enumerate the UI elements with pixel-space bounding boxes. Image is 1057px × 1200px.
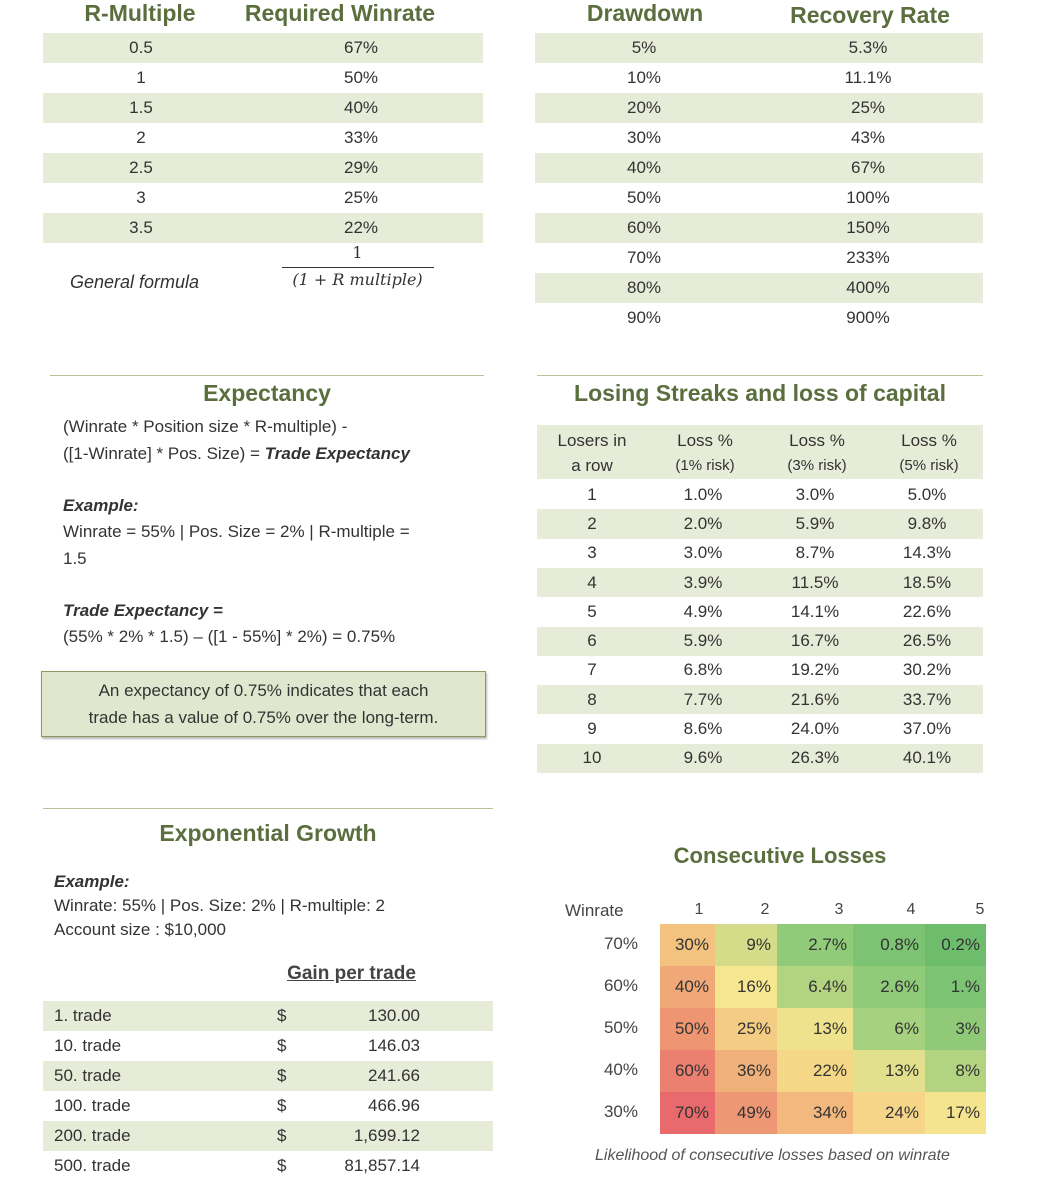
trade-label: 10. trade xyxy=(54,1036,122,1055)
table-row xyxy=(535,63,983,93)
formula-numerator: 1 xyxy=(352,243,363,262)
loss-1-cell: 7.7% xyxy=(683,689,723,709)
heatmap-caption: Likelihood of consecutive losses based on winrate xyxy=(595,1147,950,1164)
r-value: 3.5 xyxy=(129,218,153,237)
heatmap-cell: 25% xyxy=(715,1008,777,1050)
gain-per-trade-header: Gain per trade xyxy=(287,963,416,984)
loss-5-cell: 9.8% xyxy=(907,513,947,533)
example-line-2: 1.5 xyxy=(63,549,87,568)
recovery-value: 11.1% xyxy=(844,68,892,87)
table-row xyxy=(535,243,983,273)
heatmap-cell: 40% xyxy=(660,966,715,1008)
losers-cell: 4 xyxy=(587,572,597,592)
streaks-header-row xyxy=(537,425,983,479)
drawdown-value: 60% xyxy=(626,218,662,237)
heatmap-cell: 50% xyxy=(660,1008,715,1050)
heatmap-cell: 49% xyxy=(715,1092,777,1134)
example-text xyxy=(63,518,483,572)
loss-3-cell: 14.1% xyxy=(790,601,840,621)
loss-5-cell: 26.5% xyxy=(902,631,952,651)
streaks-col-losers xyxy=(537,428,647,478)
table-row xyxy=(43,1151,493,1181)
trade-value: 146.03 xyxy=(368,1036,420,1055)
losers-cell: 9 xyxy=(587,719,597,739)
drawdown-value: 5% xyxy=(631,38,657,57)
table-row xyxy=(537,597,983,626)
loss-3-cell: 8.7% xyxy=(795,543,835,563)
trade-label: 500. trade xyxy=(54,1156,131,1175)
streaks-col-5pct xyxy=(873,428,985,478)
loss-1-cell: 3.0% xyxy=(683,543,723,563)
header-text: Losers in xyxy=(557,431,627,450)
winrate-value: 22% xyxy=(343,218,379,237)
loss-1-cell: 4.9% xyxy=(683,601,723,621)
loss-5-cell: 33.7% xyxy=(902,689,952,709)
winrate-value: 25% xyxy=(343,188,379,207)
table-row xyxy=(43,93,483,123)
losers-cell: 6 xyxy=(587,631,597,651)
table-row xyxy=(537,656,983,685)
trade-value: 1,699.12 xyxy=(353,1126,420,1145)
callout-line-1: An expectancy of 0.75% indicates that each xyxy=(98,681,429,700)
column-label: 5 xyxy=(975,901,985,918)
trade-value: 466.96 xyxy=(368,1096,420,1115)
heatmap-cell: 6% xyxy=(853,1008,925,1050)
r-value: 2 xyxy=(136,128,146,147)
heatmap-cell: 24% xyxy=(853,1092,925,1134)
recovery-header: Recovery Rate xyxy=(790,2,950,28)
loss-1-cell: 8.6% xyxy=(683,719,723,739)
heatmap-cell: 2.6% xyxy=(853,966,925,1008)
table-row xyxy=(535,93,983,123)
loss-3-cell: 21.6% xyxy=(790,689,840,709)
loss-3-cell: 26.3% xyxy=(790,748,840,768)
heatmap-cell: 0.2% xyxy=(925,924,986,966)
heatmap-cell: 0.8% xyxy=(853,924,925,966)
heatmap-cell: 17% xyxy=(925,1092,986,1134)
streaks-col-1pct xyxy=(649,428,761,478)
heatmap-row-label: 60% xyxy=(603,976,638,995)
heatmap-cell: 3% xyxy=(925,1008,986,1050)
table-row xyxy=(43,1031,493,1061)
expectancy-divider xyxy=(50,375,484,376)
winrate-value: 29% xyxy=(343,158,379,177)
expectancy-title: Expectancy xyxy=(203,380,331,406)
loss-5-cell: 5.0% xyxy=(907,484,947,504)
winrate-value: 67% xyxy=(343,38,379,57)
losers-cell: 10 xyxy=(582,748,602,768)
recovery-value: 67% xyxy=(850,158,886,177)
formula-line-2 xyxy=(63,440,483,467)
r-value: 1 xyxy=(136,68,146,87)
losers-cell: 1 xyxy=(587,484,597,504)
losers-cell: 3 xyxy=(587,543,597,563)
r-value: 1.5 xyxy=(129,98,153,117)
table-row xyxy=(535,123,983,153)
header-text: Loss % xyxy=(789,431,845,450)
loss-5-cell: 14.3% xyxy=(902,543,952,563)
expectancy-formula xyxy=(63,413,483,467)
drawdown-value: 80% xyxy=(626,278,662,297)
drawdown-value: 50% xyxy=(626,188,662,207)
table-row xyxy=(43,1121,493,1151)
header-text: Loss % xyxy=(677,431,733,450)
loss-3-cell: 16.7% xyxy=(790,631,840,651)
heatmap-cell: 34% xyxy=(777,1092,853,1134)
table-row xyxy=(535,33,983,63)
loss-3-cell: 5.9% xyxy=(795,513,835,533)
general-formula-label: General formula xyxy=(70,272,200,292)
losers-cell: 8 xyxy=(587,689,597,709)
table-row xyxy=(43,1001,493,1031)
growth-title: Exponential Growth xyxy=(159,820,377,846)
winrate-value: 50% xyxy=(343,68,379,87)
trade-expectancy-calc: (55% * 2% * 1.5) – ([1 - 55%] * 2%) = 0.75% xyxy=(63,627,396,646)
heatmap-cell: 8% xyxy=(925,1050,986,1092)
drawdown-value: 10% xyxy=(626,68,662,87)
growth-line-1: Winrate: 55% | Pos. Size: 2% | R-multiple: 2 xyxy=(54,896,386,915)
heatmap-cell: 36% xyxy=(715,1050,777,1092)
rmultiple-header-r: R-Multiple xyxy=(84,0,196,26)
table-row xyxy=(535,273,983,303)
drawdown-value: 30% xyxy=(626,128,662,147)
heatmap-cell: 30% xyxy=(660,924,715,966)
consecutive-title: Consecutive Losses xyxy=(673,843,887,868)
currency-sign: $ xyxy=(277,1036,287,1055)
drawdown-value: 40% xyxy=(626,158,662,177)
recovery-value: 233% xyxy=(846,248,890,267)
loss-5-cell: 30.2% xyxy=(902,660,952,680)
column-label: 2 xyxy=(760,901,770,918)
formula-line-1: (Winrate * Position size * R-multiple) - xyxy=(63,417,348,436)
trade-expectancy-label: Trade Expectancy = xyxy=(63,601,223,620)
loss-3-cell: 24.0% xyxy=(790,719,840,739)
header-text: a row xyxy=(571,456,613,475)
formula-bar xyxy=(282,267,434,268)
recovery-value: 900% xyxy=(846,308,890,327)
heatmap-row-label: 50% xyxy=(603,1018,638,1037)
currency-sign: $ xyxy=(277,1066,287,1085)
column-label: 3 xyxy=(834,901,844,918)
growth-example-label: Example: xyxy=(54,872,130,891)
trade-value: 241.66 xyxy=(368,1066,420,1085)
table-row xyxy=(537,539,983,568)
winrate-axis-label: Winrate xyxy=(565,901,624,920)
loss-5-cell: 22.6% xyxy=(902,601,952,621)
recovery-value: 150% xyxy=(846,218,890,237)
callout-line-2: trade has a value of 0.75% over the long-term. xyxy=(88,708,439,727)
loss-1-cell: 5.9% xyxy=(683,631,723,651)
table-row xyxy=(535,303,983,333)
drawdown-value: 90% xyxy=(626,308,662,327)
heatmap-row-label: 30% xyxy=(603,1102,638,1121)
table-row xyxy=(43,213,483,243)
heatmap-cell: 13% xyxy=(777,1008,853,1050)
losers-cell: 2 xyxy=(587,513,597,533)
formula-result: Trade Expectancy xyxy=(264,444,410,463)
table-row xyxy=(537,480,983,509)
recovery-value: 5.3% xyxy=(848,38,888,57)
heatmap-cell: 22% xyxy=(777,1050,853,1092)
header-text: Loss % xyxy=(901,431,957,450)
trade-label: 50. trade xyxy=(54,1066,122,1085)
currency-sign: $ xyxy=(277,1096,287,1115)
table-row xyxy=(535,213,983,243)
r-value: 3 xyxy=(136,188,146,207)
header-text: (3% risk) xyxy=(787,457,847,474)
winrate-value: 40% xyxy=(343,98,379,117)
trade-label: 100. trade xyxy=(54,1096,131,1115)
formula-denominator: (1 + R multiple) xyxy=(292,270,423,289)
heatmap-cell: 6.4% xyxy=(777,966,853,1008)
r-value: 2.5 xyxy=(129,158,153,177)
drawdown-header: Drawdown xyxy=(586,0,704,26)
loss-1-cell: 3.9% xyxy=(683,572,723,592)
loss-3-cell: 19.2% xyxy=(790,660,840,680)
loss-1-cell: 2.0% xyxy=(683,513,723,533)
loss-1-cell: 9.6% xyxy=(683,748,723,768)
heatmap-cell: 60% xyxy=(660,1050,715,1092)
table-row xyxy=(537,627,983,656)
loss-5-cell: 18.5% xyxy=(902,572,952,592)
table-row xyxy=(43,33,483,63)
recovery-value: 100% xyxy=(846,188,890,207)
trade-value: 81,857.14 xyxy=(344,1156,420,1175)
column-label: 1 xyxy=(694,901,704,918)
loss-1-cell: 6.8% xyxy=(683,660,723,680)
winrate-value: 33% xyxy=(343,128,379,147)
example-line-1: Winrate = 55% | Pos. Size = 2% | R-multiple = xyxy=(63,522,410,541)
table-row xyxy=(43,153,483,183)
table-row xyxy=(43,63,483,93)
loss-5-cell: 37.0% xyxy=(902,719,952,739)
streaks-title: Losing Streaks and loss of capital xyxy=(574,380,946,406)
losers-cell: 7 xyxy=(587,660,597,680)
formula-line-2-text: ([1-Winrate] * Pos. Size) = xyxy=(63,444,265,463)
streaks-col-3pct xyxy=(761,428,873,478)
currency-sign: $ xyxy=(277,1156,287,1175)
currency-sign: $ xyxy=(277,1126,287,1145)
growth-line-2: Account size : $10,000 xyxy=(54,920,227,939)
table-row xyxy=(537,568,983,597)
trade-label: 1. trade xyxy=(54,1006,112,1025)
heatmap-cell: 2.7% xyxy=(777,924,853,966)
rmultiple-header-winrate: Required Winrate xyxy=(244,0,436,26)
heatmap-row-label: 70% xyxy=(603,934,638,953)
recovery-value: 400% xyxy=(846,278,890,297)
heatmap-cell: 1.% xyxy=(925,966,986,1008)
heatmap-cell: 70% xyxy=(660,1092,715,1134)
recovery-value: 25% xyxy=(850,98,886,117)
losers-cell: 5 xyxy=(587,601,597,621)
loss-5-cell: 40.1% xyxy=(902,748,952,768)
heatmap-cell: 16% xyxy=(715,966,777,1008)
recovery-value: 43% xyxy=(850,128,886,147)
header-text: (5% risk) xyxy=(899,457,959,474)
streaks-divider xyxy=(537,375,983,376)
heatmap-cell: 9% xyxy=(715,924,777,966)
table-row xyxy=(537,509,983,538)
drawdown-value: 70% xyxy=(626,248,662,267)
drawdown-value: 20% xyxy=(626,98,662,117)
table-row xyxy=(535,153,983,183)
table-row xyxy=(43,1091,493,1121)
table-row xyxy=(535,183,983,213)
table-row xyxy=(537,744,983,773)
loss-3-cell: 3.0% xyxy=(795,484,835,504)
header-text: (1% risk) xyxy=(675,457,735,474)
r-value: 0.5 xyxy=(129,38,153,57)
example-label: Example: xyxy=(63,496,139,515)
loss-3-cell: 11.5% xyxy=(791,572,839,592)
column-label: 4 xyxy=(906,901,916,918)
loss-1-cell: 1.0% xyxy=(683,484,723,504)
expectancy-callout xyxy=(41,671,486,737)
table-row xyxy=(43,183,483,213)
growth-divider xyxy=(43,808,493,809)
trade-label: 200. trade xyxy=(54,1126,131,1145)
heatmap-cell: 13% xyxy=(853,1050,925,1092)
trade-value: 130.00 xyxy=(368,1006,420,1025)
table-row xyxy=(43,123,483,153)
table-row xyxy=(537,714,983,743)
currency-sign: $ xyxy=(277,1006,287,1025)
table-row xyxy=(537,685,983,714)
heatmap-row-label: 40% xyxy=(603,1060,638,1079)
table-row xyxy=(43,1061,493,1091)
